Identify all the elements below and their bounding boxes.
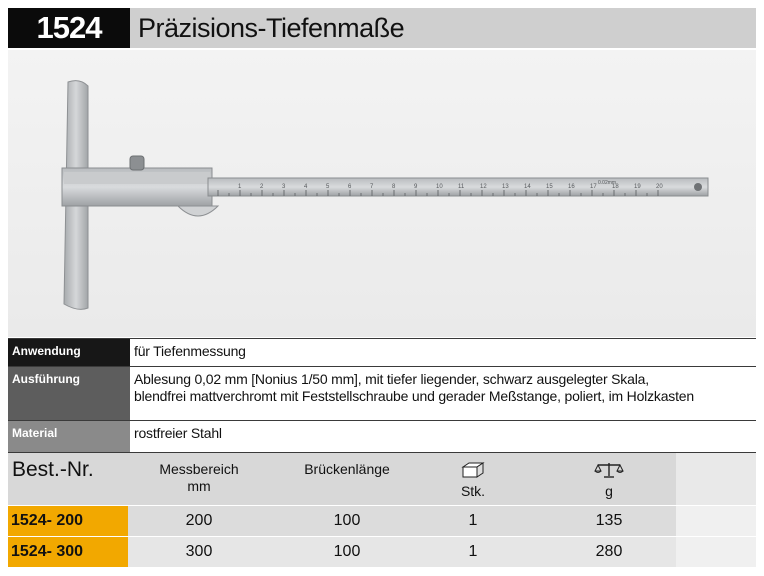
row-spacer <box>676 506 756 536</box>
header-qty-label: Stk. <box>460 483 486 499</box>
ruler-number: 15 <box>546 184 553 190</box>
header-bridge: Brückenlänge <box>304 461 390 477</box>
ruler-number: 1 <box>238 184 242 190</box>
ruler-number: 13 <box>502 184 509 190</box>
ruler-number: 12 <box>480 184 487 190</box>
table-row <box>8 537 756 567</box>
row-bridge: 100 <box>333 512 361 529</box>
header-qty <box>442 461 504 500</box>
spec-row-material <box>8 420 756 453</box>
ruler-number: 3 <box>282 184 286 190</box>
ruler-number: 20 <box>656 184 663 190</box>
header-weight-label: g <box>605 483 613 499</box>
spec-text: rostfreier Stahl <box>134 425 222 441</box>
ruler-number: 19 <box>634 184 641 190</box>
spec-row-ausfuehrung <box>8 366 756 421</box>
ruler-number: 17 <box>590 184 597 190</box>
ruler-number: 2 <box>260 184 264 190</box>
row-qty: 1 <box>468 512 478 529</box>
ruler-number: 6 <box>348 184 352 190</box>
spec-text: Ablesung 0,02 mm [Nonius 1/50 mm], mit tiefer liegender, schwarz ausgelegter Skala, blendfrei mattverchromt mit Feststellschraube und gerader Meßstange, poliert, im Holzkasten <box>134 371 694 404</box>
row-code: 1524- 200 <box>8 506 128 536</box>
header-spacer <box>676 453 756 505</box>
page-title: Präzisions-Tiefenmaße <box>130 8 756 48</box>
table-row <box>8 506 756 536</box>
spec-text: für Tiefenmessung <box>134 343 246 359</box>
ruler-number: 16 <box>568 184 575 190</box>
spec-label: Ausführung <box>8 367 130 421</box>
row-bridge: 100 <box>333 543 361 560</box>
ruler-number: 9 <box>414 184 418 190</box>
depth-caliper-illustration <box>8 50 756 337</box>
ruler-number: 5 <box>326 184 330 190</box>
row-qty: 1 <box>468 543 478 560</box>
header-bestnr: Best.-Nr. <box>12 458 94 481</box>
ruler-number: 18 <box>612 184 619 190</box>
spec-label: Anwendung <box>8 339 130 367</box>
product-code: 1524 <box>8 8 130 48</box>
ruler-number: 11 <box>458 184 465 190</box>
scale-icon <box>594 461 624 479</box>
row-spacer <box>676 537 756 567</box>
row-range: 200 <box>185 512 213 529</box>
row-range: 300 <box>185 543 213 560</box>
row-weight: 280 <box>595 543 623 560</box>
ruler-number: 8 <box>392 184 396 190</box>
spec-label: Material <box>8 421 130 453</box>
svg-text:0.02mm: 0.02mm <box>598 180 617 186</box>
box-icon <box>460 461 486 479</box>
header <box>8 8 756 48</box>
row-weight: 135 <box>595 512 623 529</box>
header-range: Messbereich mm <box>159 461 239 494</box>
spec-row-anwendung <box>8 338 756 367</box>
ruler-number: 7 <box>370 184 374 190</box>
header-weight <box>564 461 654 500</box>
ruler-number: 10 <box>436 184 443 190</box>
row-code: 1524- 300 <box>8 537 128 567</box>
product-image <box>8 50 756 337</box>
table-header <box>8 452 756 505</box>
ruler-number: 14 <box>524 184 531 190</box>
ruler-number: 4 <box>304 184 308 190</box>
